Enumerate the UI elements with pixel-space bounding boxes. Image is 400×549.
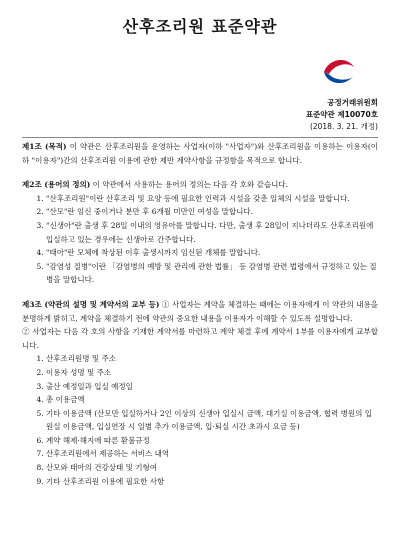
article-3 (22, 298, 378, 325)
article-1 (22, 140, 378, 167)
list-item: 5. "감염성 질병"이란 「감염병의 예방 및 관리에 관한 법률」 등 감염병 관련 법령에서 규정하고 있는 질병을 말합니다. (46, 260, 378, 287)
terms-number: 표준약관 제10070호 (305, 110, 378, 119)
list-item: 2. "산모"란 임신 중이거나 분만 후 6개월 미만인 여성을 말합니다. (46, 205, 378, 219)
document-title: 산후조리원 표준약관 (122, 17, 278, 36)
list-item: 8. 산모와 태아의 건강상태 및 기형여 (46, 461, 378, 475)
list-item: 1. "산후조리원"이란 산후조리 및 요양 등에 필요한 인력과 시설을 갖춘 일체의 시설을 말합니다. (46, 192, 378, 206)
issuer-block (306, 97, 378, 133)
article-3-list (22, 352, 378, 488)
document-body (22, 140, 378, 488)
article-3-text: ① 사업자는 계약을 체결하는 때에는 이용자에게 이 약관의 내용을 분명하게 밝히고, 계약을 체결하기 전에 약관의 중요한 내용을 이용자가 이해할 수 있도록 설명합니다. (22, 299, 378, 323)
article-2-heading: 제2조 (용어의 정의) (22, 180, 91, 190)
list-item: 5. 기타 이용금액 (산모만 입실하거나 2인 이상의 신생아 입실시 금액, 대기실 이용금액, 협력 병원의 입원실 이용금액, 입실연장 시 일별 추가 이용금액, 입·퇴실 시간 초과시 요금 등) (46, 407, 378, 434)
list-item: 3. "신생아"란 출생 후 28일 이내의 영유아를 말합니다. 다만, 출생 후 28일이 지나더라도 산후조리원에 입실하고 있는 경우에는 신생아로 간주합니다. (46, 219, 378, 246)
issuer-name: 공정거래위원회 (327, 98, 378, 107)
list-item: 7. 산후조리원에서 제공하는 서비스 내역 (46, 447, 378, 461)
list-item: 6. 계약 해제·해지에 따른 환불규정 (46, 434, 378, 448)
list-item: 4. 총 이용금액 (46, 393, 378, 407)
article-3-heading: 제3조 (약관의 설명 및 계약서의 교부 등) (22, 299, 160, 309)
list-item: 4. "태아"란 모체에 착상된 이후 출생시까지 임신된 개체를 말합니다. (46, 246, 378, 260)
revision-date: (2018. 3. 21. 개정) (309, 122, 378, 131)
article-3-paragraph-2: ② 사업자는 다음 각 호의 사항을 기재한 계약서를 마련하고 계약 체결 후에 계약서 1부를 이용자에게 교부합니다. (22, 327, 378, 350)
article-2 (22, 178, 378, 192)
list-item: 2. 이용자 성명 및 주소 (46, 366, 378, 380)
article-1-heading: 제1조 (목적) (22, 142, 67, 151)
list-item: 1. 산후조리원명 및 주소 (46, 352, 378, 366)
article-2-text: 이 약관에서 사용하는 용어의 정의는 다음 각 호와 같습니다. (92, 180, 288, 190)
article-1-text: 이 약관은 산후조리원을 운영하는 사업자(이하 "사업자")와 산후조리원을 이용하는 이용자(이하 "이용자")간의 산후조리원 이용에 관한 제반 계약사항을 규정함을 목적으로 합니다. (22, 142, 378, 165)
article-2-list (22, 192, 378, 287)
government-emblem-logo (317, 48, 361, 92)
header-divider (22, 137, 378, 138)
list-item: 3. 출산 예정일과 입실 예정일 (46, 380, 378, 394)
list-item: 9. 기타 산후조리원 이용에 필요한 사항 (46, 475, 378, 489)
